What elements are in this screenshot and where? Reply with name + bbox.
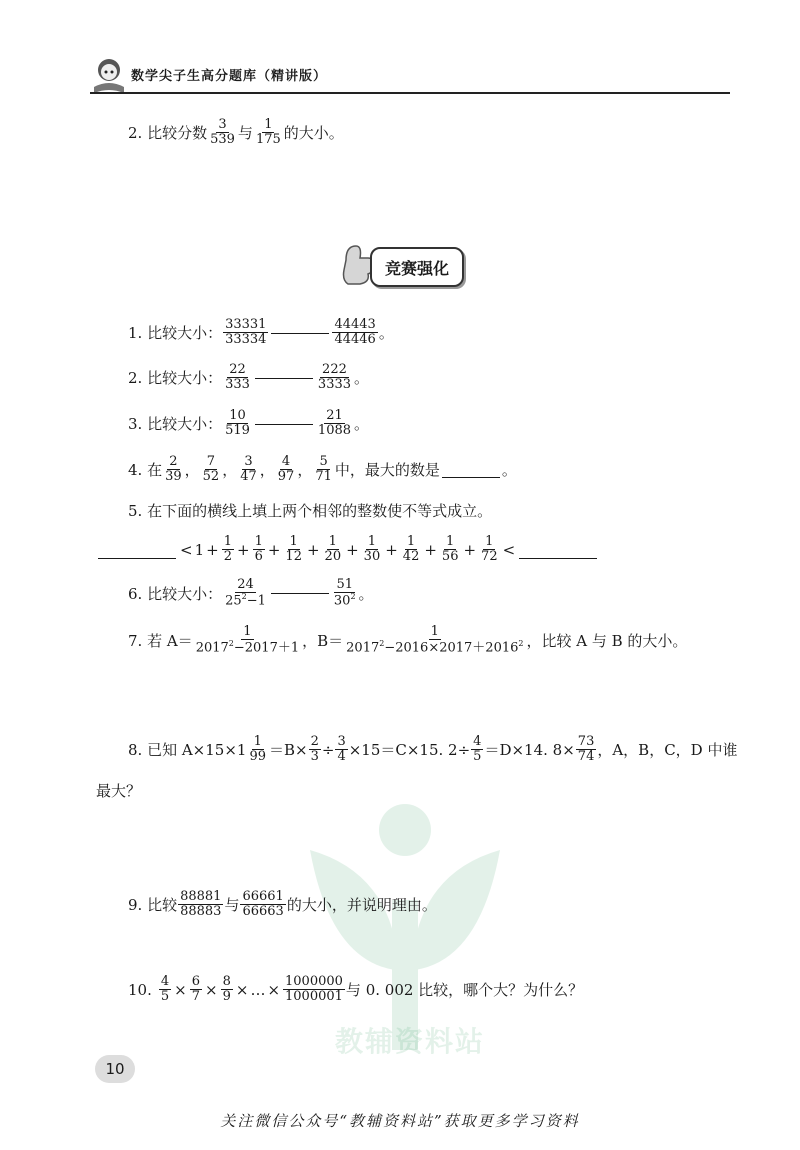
answer-blank <box>442 476 500 478</box>
footer-promo: 关注微信公众号“教辅资料站”获取更多学习资料 <box>220 1112 580 1130</box>
answer-blank <box>519 557 597 559</box>
prev-problem: 2. 比较分数 $\frac{3}{539}$ 与 $\frac{1}{175}$ 的大小。 <box>128 117 344 148</box>
fraction: $\frac{3}{539}$ <box>210 117 235 148</box>
problem-5-text: 5. 在下面的横线上填上两个相邻的整数使不等式成立。 <box>128 502 493 520</box>
page-number: 10 <box>95 1055 135 1083</box>
mascot-reading-icon <box>90 55 128 95</box>
section-badge: 竞赛强化 <box>370 247 464 287</box>
answer-blank <box>255 423 313 425</box>
problem-8-line2: 最大？ <box>96 782 142 800</box>
problem-9: 9. 比较 $\frac{88881}{88883}$ 与 $\frac{66661}{66663}$ 的大小，并说明理由。 <box>128 889 437 920</box>
problem-8: 8. 已知 A×15×1 $\frac{1}{99}$ ＝B× $\frac{2}{3}$ ÷ $\frac{3}{4}$ ×15＝C×15. 2÷ $\frac{4}{5}$ ＝D×14. 8× $\frac{73}{74}$ ，A，B，C，D 中谁 <box>128 734 738 765</box>
header-divider <box>90 92 730 94</box>
fraction: $\frac{1}{175}$ <box>255 117 281 148</box>
watermark-text: 教辅资料站 <box>334 1025 485 1058</box>
answer-blank <box>271 592 329 594</box>
problem-3: 3. 比较大小： $\frac{10}{519}$ $\frac{21}{1088}$ 。 <box>128 408 370 439</box>
header-title: 数学尖子生高分题库（精讲版） <box>131 69 328 84</box>
problem-10: 10. $\frac{4}{5}$ × $\frac{6}{7}$ × $\frac{8}{9}$ × … × $\frac{1000000}{1000001}$ 与 0. 002 比较，哪个大？为什么？ <box>128 974 584 1005</box>
problem-5-inequality: < 1 + $\frac{1}{2}$ + $\frac{1}{6}$ + $\frac{1}{12}$ + $\frac{1}{20}$ + $\frac{1}{30}$ + $\frac{1}{42}$ + $\frac{1}{56}$ + $\frac{1}{72}$ < <box>96 535 599 565</box>
answer-blank <box>98 557 176 559</box>
problem-2: 2. 比较大小： $\frac{22}{333}$ $\frac{222}{3333}$ 。 <box>128 362 370 393</box>
problem-1: 1. 比较大小： $\frac{33331}{33334}$ $\frac{44443}{44446}$ 。 <box>128 317 394 348</box>
problem-7: 7. 若 A＝ $\frac{1}{2017^2-2017+1}$ ，B＝ $\frac{1}{2017^2-2016\times 2017+2016^2}$ ，比较 A 与 B 的大小。 <box>128 624 688 656</box>
problem-4: 4. 在 $\frac{2}{39}$ ， $\frac{7}{52}$ ， $\frac{3}{47}$ ， $\frac{4}{97}$ ， $\frac{5}{71}$ 中，最大的数是 。 <box>128 454 517 485</box>
answer-blank <box>255 377 313 379</box>
problem-6: 6. 比较大小： $\frac{24}{25^2-1}$ $\frac{51}{30^2}$ 。 <box>128 577 374 609</box>
answer-blank <box>271 332 329 334</box>
